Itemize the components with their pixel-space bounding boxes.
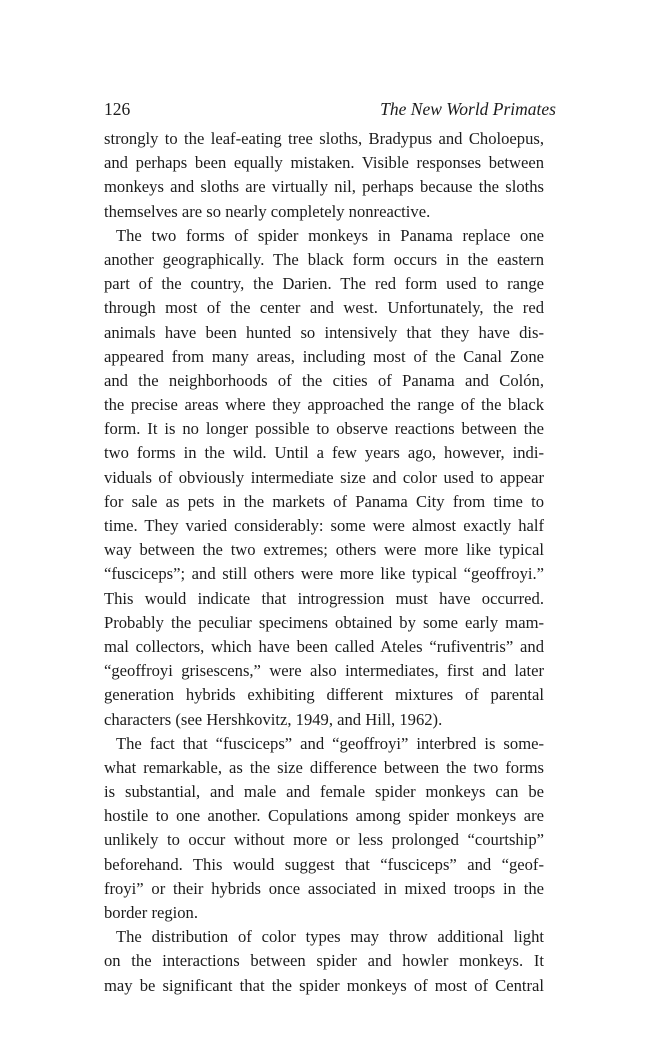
text-line: animals have been hunted so intensively that they have dis- <box>104 322 544 342</box>
text-line: generation hybrids exhibiting different mixtures of parental <box>104 685 544 705</box>
body-text <box>104 127 544 998</box>
text-line: another geographically. The black form occurs in the eastern <box>104 249 544 269</box>
text-line: form. It is no longer possible to observe reactions between the <box>104 419 544 439</box>
text-line: froyi” or their hybrids once associated in mixed troops in the <box>104 878 544 898</box>
text-line: two forms in the wild. Until a few years ago, however, indi- <box>104 443 544 463</box>
text-line: hostile to one another. Copulations among spider monkeys are <box>104 806 544 826</box>
text-line: the precise areas where they approached the range of the black <box>104 395 544 415</box>
text-line: “geoffroyi grisescens,” were also intermediates, first and later <box>104 661 544 681</box>
text-line: This would indicate that introgression must have occurred. <box>104 588 544 608</box>
text-line: The fact that “fusciceps” and “geoffroyi” interbred is some- <box>116 733 544 753</box>
text-line: unlikely to occur without more or less prolonged “courtship” <box>104 830 544 850</box>
text-line: and the neighborhoods of the cities of Panama and Colón, <box>104 370 544 390</box>
text-line: The distribution of color types may throw additional light <box>116 927 544 947</box>
text-line: strongly to the leaf-eating tree sloths, Bradypus and Choloepus, <box>104 129 544 148</box>
text-line: characters (see Hershkovitz, 1949, and Hill, 1962). <box>104 709 443 729</box>
text-line: viduals of obviously intermediate size and color used to appear <box>104 467 544 487</box>
text-line: beforehand. This would suggest that “fusciceps” and “geof- <box>104 854 544 874</box>
page-number: 126 <box>104 99 131 119</box>
text-line: part of the country, the Darien. The red form used to range <box>104 274 544 294</box>
text-line: is substantial, and male and female spider monkeys can be <box>104 782 544 802</box>
text-line: appeared from many areas, including most of the Canal Zone <box>104 346 544 366</box>
text-line: Probably the peculiar specimens obtained by some early mam- <box>104 612 544 632</box>
text-line: and perhaps been equally mistaken. Visible responses between <box>104 153 544 173</box>
text-line: may be significant that the spider monkeys of most of Central <box>104 975 544 995</box>
text-line: monkeys and sloths are virtually nil, perhaps because the sloths <box>104 177 544 197</box>
running-title: The New World Primates <box>380 99 556 119</box>
text-line: “fusciceps”; and still others were more like typical “geoffroyi.” <box>104 564 544 584</box>
text-line: way between the two extremes; others were more like typical <box>104 540 544 560</box>
text-line: for sale as pets in the markets of Panama City from time to <box>104 491 544 511</box>
text-line: themselves are so nearly completely nonreactive. <box>104 201 431 221</box>
text-line: mal collectors, which have been called Ateles “rufiventris” and <box>104 636 544 656</box>
text-line: through most of the center and west. Unfortunately, the red <box>104 298 544 318</box>
text-line: on the interactions between spider and howler monkeys. It <box>104 951 544 971</box>
text-line: border region. <box>104 903 198 922</box>
running-header <box>104 99 556 121</box>
text-line: what remarkable, as the size difference between the two forms <box>104 757 544 777</box>
text-line: time. They varied considerably: some were almost exactly half <box>104 516 544 535</box>
text-line: The two forms of spider monkeys in Panama replace one <box>116 225 544 245</box>
